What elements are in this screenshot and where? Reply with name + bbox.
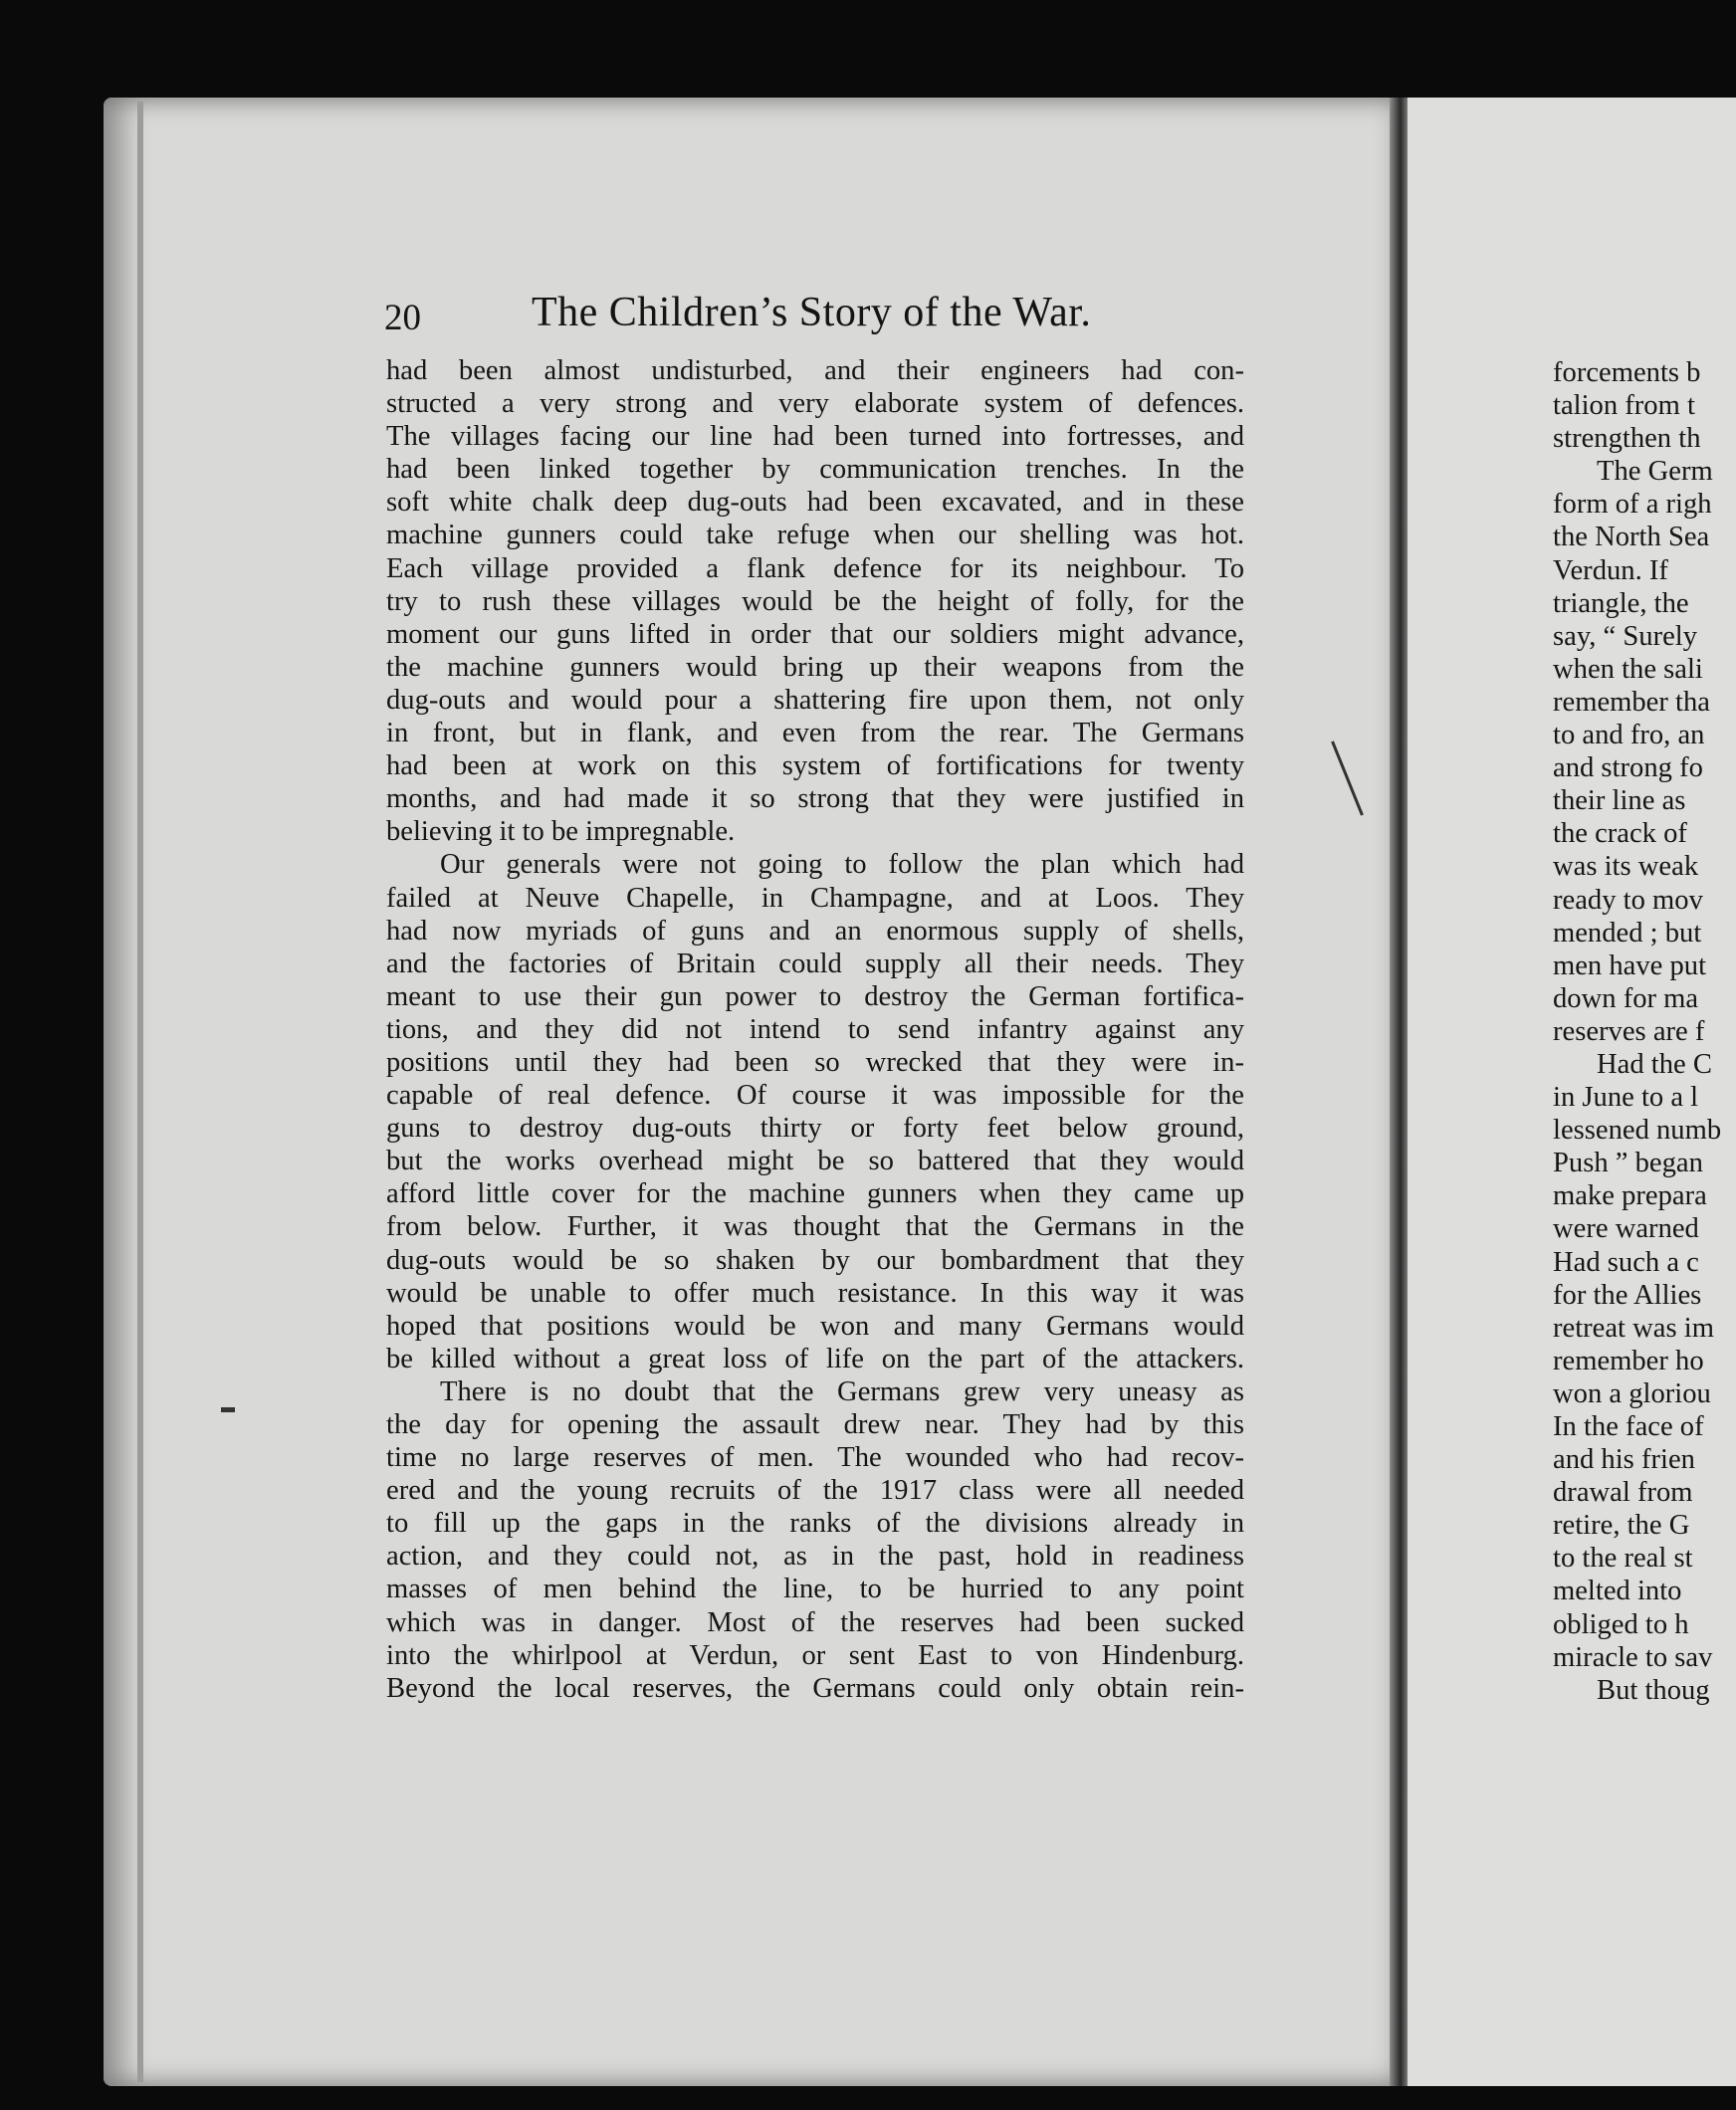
running-title: The Children’s Story of the War. — [532, 290, 1092, 335]
text-line: to and fro, an — [1553, 720, 1705, 751]
text-line: soft white chalk deep dug-outs had been excavated, and in these — [386, 487, 1244, 519]
text-line: retire, the G — [1553, 1510, 1690, 1542]
text-line: reserves are f — [1553, 1015, 1705, 1047]
text-line: had now myriads of guns and an enormous supply of shells, — [386, 915, 1244, 947]
text-line: and strong fo — [1553, 752, 1703, 784]
text-line: to fill up the gaps in the ranks of the divisions already in — [386, 1508, 1244, 1540]
text-line: drawal from — [1553, 1477, 1693, 1509]
text-line: triangle, the — [1553, 587, 1689, 619]
text-line: moment our guns lifted in order that our soldiers might advance, — [386, 618, 1244, 650]
text-line: when the sali — [1553, 653, 1703, 685]
text-line: form of a righ — [1553, 489, 1712, 521]
text-line: believing it to be impregnable. — [386, 816, 736, 848]
text-line: forcements b — [1553, 357, 1701, 388]
text-line: Verdun. If — [1553, 554, 1668, 586]
text-line: In the face of — [1553, 1411, 1704, 1442]
text-line: remember ho — [1553, 1345, 1704, 1376]
text-line: afford little cover for the machine gunners when they came up — [386, 1178, 1244, 1210]
text-line: obliged to h — [1553, 1608, 1689, 1640]
text-line: make prepara — [1553, 1180, 1707, 1212]
text-line: had been linked together by communication trenches. In the — [386, 454, 1244, 486]
right-page-text — [1553, 356, 1736, 1707]
text-line: machine gunners could take refuge when our shelling was hot. — [386, 520, 1244, 551]
text-line: be killed without a great loss of life on the part of the attackers. — [386, 1343, 1244, 1374]
text-line: mended ; but — [1553, 917, 1702, 949]
text-line: action, and they could not, as in the past, hold in readiness — [386, 1541, 1244, 1573]
text-line: Had such a c — [1553, 1246, 1699, 1278]
text-line: retreat was im — [1553, 1312, 1714, 1344]
text-line: But thoug — [1597, 1674, 1710, 1706]
text-line: The villages facing our line had been turned into fortresses, and — [386, 421, 1244, 453]
text-line: Push ” began — [1553, 1148, 1703, 1179]
text-line: had been at work on this system of fortifications for twenty — [386, 750, 1244, 782]
page-edge — [137, 102, 143, 2082]
text-line: meant to use their gun power to destroy the German fortifica- — [386, 980, 1244, 1012]
margin-mark — [221, 1407, 235, 1412]
text-line: The Germ — [1597, 456, 1713, 488]
text-line: guns to destroy dug-outs thirty or forty feet below ground, — [386, 1113, 1244, 1145]
text-line: lessened numb — [1553, 1115, 1722, 1147]
text-line: talion from t — [1553, 390, 1695, 422]
text-line: hoped that positions would be won and many Germans would — [386, 1310, 1244, 1342]
text-line: ready to mov — [1553, 884, 1703, 916]
text-line: melted into — [1553, 1576, 1682, 1607]
text-line: for the Allies — [1553, 1279, 1702, 1311]
text-line: in front, but in flank, and even from the rear. The Germans — [386, 718, 1244, 749]
text-line: from below. Further, it was thought that the Germans in the — [386, 1211, 1244, 1243]
text-line: but the works overhead might be so battered that they would — [386, 1146, 1244, 1177]
text-line: the crack of — [1553, 818, 1687, 850]
text-line: miracle to sav — [1553, 1641, 1713, 1673]
text-line: which was in danger. Most of the reserves had been sucked — [386, 1606, 1244, 1638]
text-line: strengthen th — [1553, 423, 1701, 455]
text-line: the North Sea — [1553, 522, 1710, 553]
text-line: failed at Neuve Chapelle, in Champagne, and at Loos. They — [386, 882, 1244, 914]
page-number: 20 — [384, 298, 421, 338]
text-line: structed a very strong and very elaborate system of defences. — [386, 388, 1244, 420]
text-line: in June to a l — [1553, 1082, 1699, 1114]
text-line: masses of men behind the line, to be hurried to any point — [386, 1574, 1244, 1605]
text-line: There is no doubt that the Germans grew very uneasy as — [440, 1375, 1244, 1407]
book-gutter — [1390, 98, 1410, 2086]
text-line: had been almost undisturbed, and their engineers had con- — [386, 355, 1244, 386]
text-line: would be unable to offer much resistance. In this way it was — [386, 1277, 1244, 1309]
text-line: dug-outs and would pour a shattering fire upon them, not only — [386, 684, 1244, 716]
text-line: capable of real defence. Of course it was impossible for the — [386, 1080, 1244, 1112]
text-line: their line as — [1553, 785, 1686, 817]
text-line: and the factories of Britain could supply all their needs. They — [386, 948, 1244, 979]
text-line: Beyond the local reserves, the Germans could only obtain rein- — [386, 1672, 1244, 1704]
text-line: the day for opening the assault drew near. They had by this — [386, 1409, 1244, 1440]
text-line: was its weak — [1553, 851, 1699, 883]
text-line: into the whirlpool at Verdun, or sent East to von Hindenburg. — [386, 1639, 1244, 1671]
text-line: down for ma — [1553, 982, 1699, 1014]
text-line: try to rush these villages would be the height of folly, for the — [386, 585, 1244, 617]
text-line: the machine gunners would bring up their weapons from the — [386, 651, 1244, 683]
text-line: ered and the young recruits of the 1917 class were all needed — [386, 1475, 1244, 1507]
text-line: men have put — [1553, 950, 1707, 981]
text-line: dug-outs would be so shaken by our bombardment that they — [386, 1244, 1244, 1276]
text-line: Our generals were not going to follow the plan which had — [440, 849, 1244, 881]
text-line: Each village provided a flank defence for its neighbour. To — [386, 552, 1244, 584]
text-line: Had the C — [1597, 1048, 1712, 1080]
text-line: positions until they had been so wrecked that they were in- — [386, 1046, 1244, 1078]
text-line: months, and had made it so strong that they were justified in — [386, 783, 1244, 815]
text-line: to the real st — [1553, 1543, 1693, 1575]
left-page-text — [386, 354, 1244, 1705]
text-line: were warned — [1553, 1213, 1699, 1245]
text-line: and his frien — [1553, 1444, 1695, 1476]
text-line: won a gloriou — [1553, 1377, 1711, 1409]
text-line: tions, and they did not intend to send infantry against any — [386, 1013, 1244, 1045]
text-line: say, “ Surely — [1553, 620, 1698, 652]
text-line: remember tha — [1553, 686, 1710, 718]
text-line: time no large reserves of men. The wounded who had recov- — [386, 1442, 1244, 1474]
